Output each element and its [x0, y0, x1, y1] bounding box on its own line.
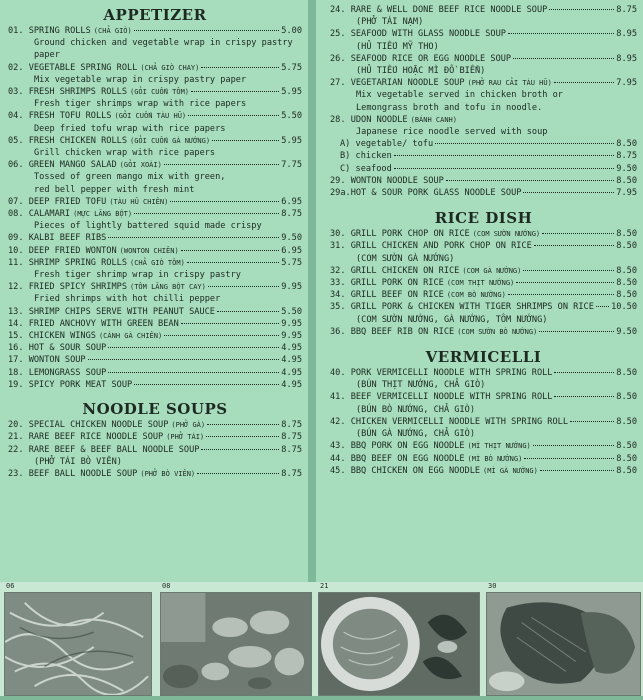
menu-item-row	[8, 110, 302, 122]
item-price: 8.75	[281, 209, 302, 220]
item-price: 4.95	[281, 355, 302, 366]
menu-item-row	[8, 62, 302, 74]
pork-chop-photo	[486, 592, 641, 696]
item-price: 8.75	[281, 432, 302, 443]
menu-page-right	[316, 0, 643, 588]
section-title: APPETIZER	[103, 6, 207, 24]
dot-leader	[208, 286, 279, 287]
item-name: 35. GRILL PORK & CHICKEN WITH TIGER SHRIMPS ON RICE	[330, 302, 594, 313]
dot-leader	[170, 201, 279, 202]
item-name: 29a.HOT & SOUR PORK GLASS NOODLE SOUP	[330, 188, 522, 199]
menu-page-left	[0, 0, 308, 588]
item-name: 31. GRILL CHICKEN AND PORK CHOP ON RICE	[330, 241, 532, 252]
menu-item-row	[330, 465, 637, 477]
dot-leader	[88, 359, 280, 360]
menu-item-row	[8, 135, 302, 147]
item-vietnamese-name: (HỦ TIẾU MỸ THO)	[356, 41, 439, 52]
menu-item-row	[330, 301, 637, 313]
menu-item	[330, 77, 637, 114]
item-vietnamese-name: (GỎI XOÀI)	[119, 161, 162, 170]
dot-leader	[212, 140, 279, 141]
item-vietnamese-name: (WONTON CHIÊN)	[119, 246, 179, 255]
menu-item	[8, 306, 302, 318]
menu-item	[8, 86, 302, 110]
item-vietnamese-name: (BÚN THỊT NƯỚNG, CHẢ GIÒ)	[356, 380, 486, 391]
photo-number: 06	[6, 582, 15, 590]
item-price: 5.50	[281, 111, 302, 122]
item-name: 41. BEEF VERMICELLI NOODLE WITH SPRING ROLL	[330, 392, 553, 403]
menu-item-row	[330, 228, 637, 240]
item-vietnamese-name: (PHỞ TÁI NẠM)	[356, 17, 424, 28]
menu-item	[330, 240, 637, 264]
item-vietnamese-name: (TÀU HŨ CHIÊN)	[109, 197, 169, 206]
item-description: Mix vegetable wrap in crispy pastry paper	[34, 74, 247, 85]
item-price: 4.95	[281, 367, 302, 378]
item-price: 8.50	[616, 453, 637, 464]
item-price: 8.50	[616, 290, 637, 301]
item-vietnamese-name: (GỎI CUỐN TÔM)	[130, 88, 190, 97]
dot-leader	[554, 396, 614, 397]
dot-leader	[134, 384, 279, 385]
menu-item	[8, 25, 302, 62]
item-price: 8.50	[616, 175, 637, 186]
item-name: 02. VEGETABLE SPRING ROLL	[8, 62, 138, 73]
dot-leader	[524, 458, 614, 459]
dot-leader	[134, 30, 280, 31]
menu-item-row	[8, 468, 302, 480]
dot-leader	[188, 115, 279, 116]
item-price: 9.95	[281, 282, 302, 293]
item-price: 8.50	[616, 278, 637, 289]
item-name: 36. BBQ BEEF RIB ON RICE	[330, 326, 455, 337]
item-name: 33. GRILL PORK ON RICE	[330, 278, 444, 289]
dot-leader	[508, 294, 614, 295]
photo-21	[318, 582, 480, 696]
item-price: 8.75	[616, 5, 637, 15]
item-price: 8.50	[616, 229, 637, 240]
menu-item	[330, 391, 637, 415]
photo-08	[160, 582, 312, 696]
item-price: 7.75	[281, 160, 302, 171]
menu-item-row	[330, 277, 637, 289]
menu-item	[8, 342, 302, 354]
item-vietnamese-name: (PHỞ TÁI)	[166, 433, 205, 442]
menu-item	[8, 110, 302, 134]
item-name: 42. CHICKEN VERMICELLI NOODLE WITH SPRING ROLL	[330, 416, 568, 427]
menu-item-row	[8, 25, 302, 37]
menu-item-row	[8, 431, 302, 443]
item-price: 8.75	[281, 420, 302, 431]
sub-item-row	[330, 150, 637, 162]
item-vietnamese-name: (CHẢ GIÒ TÔM)	[130, 258, 185, 267]
menu-item-row	[8, 306, 302, 318]
menu-item-row	[8, 444, 302, 456]
item-name: 26. SEAFOOD RICE OR EGG NOODLE SOUP	[330, 53, 512, 64]
dot-leader	[435, 143, 614, 144]
dot-leader	[508, 33, 614, 34]
item-vietnamese-name: (MÌ GÀ NƯỚNG)	[483, 466, 538, 475]
item-vietnamese-name: (MỰC LĂNG BỘT)	[73, 210, 133, 219]
dot-leader	[181, 323, 280, 324]
dot-leader	[201, 449, 279, 450]
item-vietnamese-name: (BÚN BÒ NƯỚNG, CHẢ GIÒ)	[356, 404, 475, 415]
dot-leader	[523, 270, 614, 271]
menu-item	[8, 431, 302, 443]
menu-item	[8, 232, 302, 244]
menu-item-row	[330, 416, 637, 428]
pho-bowl-photo	[318, 592, 480, 696]
menu-item-row	[330, 367, 637, 379]
dot-leader	[201, 67, 279, 68]
item-name: 07. DEEP FRIED TOFU	[8, 196, 107, 207]
item-price: 8.50	[616, 241, 637, 252]
item-price: 6.95	[281, 245, 302, 256]
item-name: 11. SHRIMP SPRING ROLLS	[8, 257, 127, 268]
item-name: 03. FRESH SHRIMPS ROLLS	[8, 87, 127, 98]
item-name: 04. FRESH TOFU ROLLS	[8, 111, 112, 122]
menu-item	[330, 367, 637, 391]
section-title: NOODLE SOUPS	[82, 400, 228, 419]
item-price: 8.50	[616, 416, 637, 427]
item-vietnamese-name: (MÌ BÒ NƯỚNG)	[467, 454, 523, 463]
item-name: 09. KALBI BEEF RIBS	[8, 233, 107, 244]
sub-item-name: B) chicken	[340, 151, 392, 162]
item-description: Tossed of green mango mix with green,	[34, 172, 226, 183]
item-name: 10. DEEP FRIED WONTON	[8, 245, 117, 256]
dot-leader	[108, 237, 279, 238]
sub-item-row	[330, 138, 637, 150]
menu-item-row	[330, 440, 637, 452]
menu-item	[330, 114, 637, 175]
dot-leader	[523, 192, 614, 193]
item-vietnamese-name: (TÔM LĂNG BỘT CAY)	[130, 283, 206, 292]
menu-item-row	[8, 367, 302, 379]
item-name: 05. FRESH CHICKEN ROLLS	[8, 135, 127, 146]
item-price: 8.95	[616, 29, 637, 40]
item-description: Pieces of lightly battered squid made crispy	[34, 221, 262, 232]
item-price: 5.75	[281, 62, 302, 73]
dot-leader	[207, 424, 279, 425]
item-description: Fresh tiger shrimp wrap in crispy pastry	[34, 270, 241, 281]
item-name: 21. RARE BEEF RICE NOODLE SOUP	[8, 432, 164, 443]
item-name: 13. SHRIMP CHIPS SERVE WITH PEANUT SAUCE	[8, 306, 215, 317]
dot-leader	[187, 262, 280, 263]
menu-item-row	[8, 245, 302, 257]
item-name: 17. WONTON SOUP	[8, 355, 86, 366]
item-name: 08. CALAMARI	[8, 209, 71, 220]
item-vietnamese-name: (GỎI CUỐN GÀ NƯỚNG)	[130, 136, 211, 145]
item-description: Deep fried tofu wrap with rice papers	[34, 123, 226, 134]
item-name: 34. GRILL BEEF ON RICE	[330, 290, 444, 301]
item-vietnamese-name: (COM SƯỜN NƯỚNG)	[472, 230, 541, 239]
menu-item	[8, 257, 302, 281]
item-name: 40. PORK VERMICELLI NOODLE WITH SPRING ROLL	[330, 368, 553, 379]
item-vietnamese-name: (HỦ TIẾU HOẶC MÌ ĐỒ BIỂN)	[356, 66, 486, 77]
item-vietnamese-name: (COM BÒ NƯỚNG)	[446, 291, 506, 300]
dot-leader	[513, 58, 614, 59]
item-name: 12. FRIED SPICY SHRIMPS	[8, 282, 127, 293]
menu-item	[8, 354, 302, 366]
menu-item	[330, 289, 637, 301]
item-name: 20. SPECIAL CHICKEN NOODLE SOUP	[8, 420, 169, 431]
item-name: 25. SEAFOOD WITH GLASS NOODLE SOUP	[330, 29, 506, 40]
menu-item-row	[330, 453, 637, 465]
menu-item-row	[8, 419, 302, 431]
item-price: 4.95	[281, 343, 302, 354]
item-price: 6.95	[281, 196, 302, 207]
menu-item	[8, 419, 302, 431]
item-vietnamese-name: (CHẢ GIÒ)	[93, 27, 132, 35]
dot-leader	[539, 331, 614, 332]
item-name: 28. UDON NOODLE	[330, 114, 408, 125]
dot-leader	[206, 436, 279, 437]
photo-strip	[0, 582, 643, 700]
menu-item	[330, 53, 637, 77]
menu-item-row	[330, 28, 637, 40]
item-price: 5.75	[281, 257, 302, 268]
item-name: 14. FRIED ANCHOVY WITH GREEN BEAN	[8, 318, 179, 329]
item-vietnamese-name: (COM SƯỜN BÒ NƯỚNG)	[457, 327, 538, 336]
menu-item	[330, 277, 637, 289]
menu-item	[330, 440, 637, 452]
menu-item	[330, 28, 637, 52]
item-vietnamese-name: (PHỞ GÀ)	[171, 421, 206, 430]
menu-item	[8, 135, 302, 159]
item-price: 8.50	[616, 392, 637, 403]
item-price: 8.75	[281, 468, 302, 479]
item-vietnamese-name: (COM SƯỜN GÀ NƯỚNG)	[356, 253, 455, 264]
menu-item-row	[330, 240, 637, 252]
item-vietnamese-name: (COM SƯỜN NƯỚNG, GÀ NƯỚNG, TÔM NƯỚNG)	[356, 314, 548, 325]
dot-leader	[108, 347, 279, 348]
mango-salad-photo	[4, 592, 152, 696]
item-price: 9.50	[616, 326, 637, 337]
item-name: 43. BBQ PORK ON EGG NOODLE	[330, 441, 465, 452]
dot-leader	[164, 164, 279, 165]
item-description: Fried shrimps with hot chilli pepper	[34, 294, 221, 305]
menu-item	[330, 187, 637, 199]
photo-30	[486, 582, 641, 696]
item-price: 5.00	[281, 26, 302, 36]
dot-leader	[446, 180, 614, 181]
menu-item-row	[8, 86, 302, 98]
section-title: VERMICELLI	[425, 348, 542, 367]
menu-item	[8, 318, 302, 330]
dot-leader	[394, 168, 615, 169]
menu-item	[8, 330, 302, 342]
menu-item	[8, 196, 302, 208]
item-price: 4.95	[281, 379, 302, 390]
dot-leader	[217, 311, 279, 312]
menu-item	[330, 416, 637, 440]
dot-leader	[554, 82, 614, 83]
item-price: 8.95	[616, 53, 637, 64]
menu-item	[8, 444, 302, 468]
item-price: 8.50	[616, 265, 637, 276]
dot-leader	[181, 250, 280, 251]
dot-leader	[394, 155, 615, 156]
item-description: Japanese rice noodle served with soup	[356, 127, 548, 138]
dot-leader	[134, 213, 279, 214]
sub-item-row	[330, 163, 637, 175]
menu-item-row	[8, 159, 302, 171]
menu-item-row	[8, 208, 302, 220]
item-price: 9.95	[281, 331, 302, 342]
item-price: 8.75	[281, 444, 302, 455]
menu-item-row	[8, 318, 302, 330]
item-vietnamese-name: (CÁNH GÀ CHIÊN)	[98, 332, 163, 341]
item-vietnamese-name: (COM THỊT NƯỚNG)	[446, 279, 515, 288]
menu-item	[330, 326, 637, 338]
menu-item	[8, 367, 302, 379]
dot-leader	[542, 233, 614, 234]
item-name: 18. LEMONGRASS SOUP	[8, 367, 107, 378]
item-vietnamese-name: (BÚN GÀ NƯỚNG, CHẢ GIÒ)	[356, 429, 475, 440]
item-price: 8.50	[616, 441, 637, 452]
menu-item	[330, 453, 637, 465]
item-vietnamese-name: (CHẢ GIÒ CHAY)	[140, 63, 200, 72]
item-vietnamese-name: (PHỞ RAU CẢI TÀU HŨ)	[467, 79, 552, 88]
item-vietnamese-name: (BÁNH CANH)	[410, 115, 457, 124]
dot-leader	[570, 421, 614, 422]
menu-item	[330, 175, 637, 187]
item-name: 30. GRILL PORK CHOP ON RICE	[330, 229, 470, 240]
menu-item-row	[8, 354, 302, 366]
item-name: 22. RARE BEEF & BEEF BALL NOODLE SOUP	[8, 444, 200, 455]
menu-item-row	[8, 281, 302, 293]
menu-item	[8, 468, 302, 480]
menu-item	[330, 228, 637, 240]
menu-item-row	[330, 187, 637, 199]
sub-item-name: A) vegetable/ tofu	[340, 139, 434, 150]
menu-item-row	[330, 53, 637, 65]
item-price: 7.95	[616, 188, 637, 199]
menu-item-row	[8, 196, 302, 208]
photo-06	[4, 582, 152, 696]
item-price: 8.50	[616, 465, 637, 476]
sub-item-price: 8.75	[616, 151, 637, 162]
menu-item	[330, 465, 637, 477]
item-vietnamese-name: (PHỞ BÒ VIÊN)	[140, 469, 196, 478]
item-name: 16. HOT & SOUR SOUP	[8, 343, 107, 354]
item-name: 44. BBQ BEEF ON EGG NOODLE	[330, 453, 465, 464]
item-name: 29. WONTON NOODLE SOUP	[330, 175, 444, 186]
dot-leader	[534, 245, 615, 246]
item-price: 7.95	[616, 78, 637, 89]
item-description: red bell pepper with fresh mint	[34, 184, 195, 195]
menu-item	[8, 62, 302, 86]
dot-leader	[596, 306, 609, 307]
item-description: Mix vegetable served in chicken broth or	[356, 90, 563, 101]
menu-item-row	[330, 326, 637, 338]
menu-item-row	[330, 391, 637, 403]
menu-item-row	[330, 114, 637, 126]
menu-item	[8, 379, 302, 391]
item-description: Ground chicken and vegetable wrap in crispy pastry paper	[34, 38, 293, 61]
section-title: RICE DISH	[434, 209, 533, 228]
bottom-band	[0, 696, 643, 700]
item-name: 32. GRILL CHICKEN ON RICE	[330, 265, 460, 276]
dot-leader	[540, 470, 614, 471]
item-price: 8.50	[616, 368, 637, 379]
menu-item-row	[330, 289, 637, 301]
item-price: 10.50	[611, 302, 637, 313]
dot-leader	[108, 372, 279, 373]
item-name: 27. VEGETARIAN NOODLE SOUP	[330, 78, 465, 89]
item-description: Fresh tiger shrimps wrap with rice papers	[34, 99, 247, 110]
dot-leader	[197, 473, 279, 474]
menu-item	[8, 159, 302, 196]
item-price: 9.95	[281, 318, 302, 329]
item-description: Lemongrass broth and tofu in noodle.	[356, 102, 543, 113]
item-price: 5.95	[281, 87, 302, 98]
menu-item	[330, 4, 637, 28]
menu-item	[330, 265, 637, 277]
dot-leader	[533, 445, 615, 446]
menu-item-row	[330, 4, 637, 16]
sub-item-price: 9.50	[616, 163, 637, 174]
menu-item-row	[330, 265, 637, 277]
dot-leader	[549, 9, 614, 10]
menu-item-row	[8, 257, 302, 269]
item-name: 45. BBQ CHICKEN ON EGG NOODLE	[330, 465, 481, 476]
item-name: 23. BEEF BALL NOODLE SOUP	[8, 468, 138, 479]
item-price: 5.95	[281, 135, 302, 146]
item-price: 5.50	[281, 306, 302, 317]
sub-item-name: C) seafood	[340, 163, 392, 174]
dot-leader	[554, 372, 614, 373]
item-price: 9.50	[281, 233, 302, 244]
photo-number: 21	[320, 582, 329, 590]
item-vietnamese-name: (PHỞ TÁI BÒ VIÊN)	[34, 456, 122, 467]
menu-item-row	[8, 330, 302, 342]
menu-item-row	[8, 379, 302, 391]
item-name: 06. GREEN MANGO SALAD	[8, 160, 117, 171]
photo-number: 30	[488, 582, 497, 590]
sub-item-price: 8.50	[616, 139, 637, 150]
item-vietnamese-name: (GỎI CUỐN TÀU HŨ)	[114, 112, 187, 121]
menu-item	[8, 281, 302, 305]
photo-number: 08	[162, 582, 171, 590]
menu-item-row	[8, 232, 302, 244]
item-name: 24. RARE & WELL DONE BEEF RICE NOODLE SOUP	[330, 5, 548, 15]
item-vietnamese-name: (MÌ THỊT NƯỚNG)	[467, 442, 531, 451]
menu-item-row	[330, 175, 637, 187]
dot-leader	[516, 282, 614, 283]
menu-item	[8, 208, 302, 232]
menu-item-row	[330, 77, 637, 89]
item-name: 15. CHICKEN WINGS	[8, 331, 96, 342]
item-description: Grill chicken wrap with rice papers	[34, 148, 216, 159]
item-name: 01. SPRING ROLLS	[8, 26, 91, 36]
menu-item	[330, 301, 637, 325]
menu-item	[8, 245, 302, 257]
calamari-photo	[160, 592, 312, 696]
menu-item-row	[8, 342, 302, 354]
item-name: 19. SPICY PORK MEAT SOUP	[8, 379, 133, 390]
dot-leader	[191, 91, 279, 92]
item-vietnamese-name: (COM GÀ NƯỚNG)	[462, 266, 522, 275]
dot-leader	[164, 335, 279, 336]
